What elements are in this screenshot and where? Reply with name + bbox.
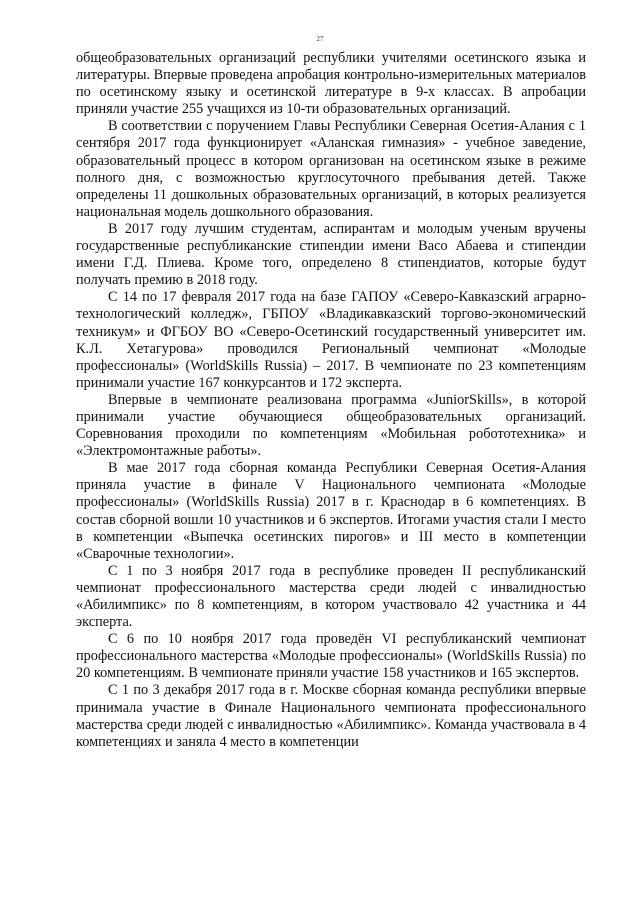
- paragraph-worldskills-republic: С 6 по 10 ноября 2017 года проведён VI республиканский чемпионат профессионального мастерства «Молодые профессионалы» (WorldSkills Russia) по 20 компетенциям. В чемпионате приняли участие 158 участников и 165 экспертов.: [76, 631, 586, 682]
- paragraph-scholarships: В 2017 году лучшим студентам, аспирантам и молодым ученым вручены государственные республиканские стипендии имени Васо Абаева и стипендии имени Г.Д. Плиева. Кроме того, определено 8 стипендиатов, которые будут получать премию в 2018 году.: [76, 220, 586, 289]
- page-number: 27: [316, 35, 324, 43]
- paragraph-juniorskills: Впервые в чемпионате реализована программа «JuniorSkills», в которой принимали участие обучающиеся общеобразовательных организаций. Соревнования проходили по компетенциям «Мобильная робототехника» и «Электромонтажные работы».: [76, 391, 586, 460]
- paragraph-continuation: общеобразовательных организаций республики учителями осетинского языка и литературы. Впервые проведена апробация контрольно-измерительных материалов по осетинскому языку и осетинской литературе в 9-х классах. В апробации приняли участие 255 учащихся из 10-ти образовательных организаций.: [76, 50, 586, 118]
- paragraph-national-final: В мае 2017 года сборная команда Республики Северная Осетия-Алания приняла участие в финале V Национального чемпионата «Молодые профессионалы» (WorldSkills Russia) 2017 в г. Краснодар в 6 компетенциях. В состав сборной вошли 10 участников и 6 экспертов. Итогами участия стали I место в компетенции «Выпечка осетинских пирогов» и III место в компетенции «Сварочные технологии».: [76, 460, 586, 562]
- paragraph-alan-gymnasium: В соответствии с поручением Главы Республики Северная Осетия-Алания с 1 сентября 2017 года функционирует «Аланская гимназия» - учебное заведение, образовательный процесс в котором организован на осетинском языке в режиме полного дня, с возможностью круглосуточного пребывания детей. Также определены 11 дошкольных образовательных организаций, в которых реализуется национальная модель дошкольного образования.: [76, 118, 586, 220]
- paragraph-abilympics-republic: С 1 по 3 ноября 2017 года в республике проведен II республиканский чемпионат профессионального мастерства среди людей с инвалидностью «Абилимпикс» по 8 компетенциям, в котором участвовало 42 участника и 44 эксперта.: [76, 562, 586, 631]
- document-body: [76, 50, 586, 751]
- paragraph-regional-championship: С 14 по 17 февраля 2017 года на базе ГАПОУ «Северо-Кавказский аграрно-технологический колледж», ГБПОУ «Владикавказский торгово-экономический техникум» и ФГБОУ ВО «Северо-Осетинский государственный университет им. К.Л. Хетагурова» проводился Региональный чемпионат «Молодые профессионалы» (WorldSkills Russia) – 2017. В чемпионате по 23 компетенциям принимали участие 167 конкурсантов и 172 эксперта.: [76, 289, 586, 391]
- paragraph-abilympics-moscow: С 1 по 3 декабря 2017 года в г. Москве сборная команда республики впервые принимала участие в Финале Национального чемпионата профессионального мастерства среди людей с инвалидностью «Абилимпикс». Команда участвовала в 4 компетенциях и заняла 4 место в компетенции: [76, 682, 586, 750]
